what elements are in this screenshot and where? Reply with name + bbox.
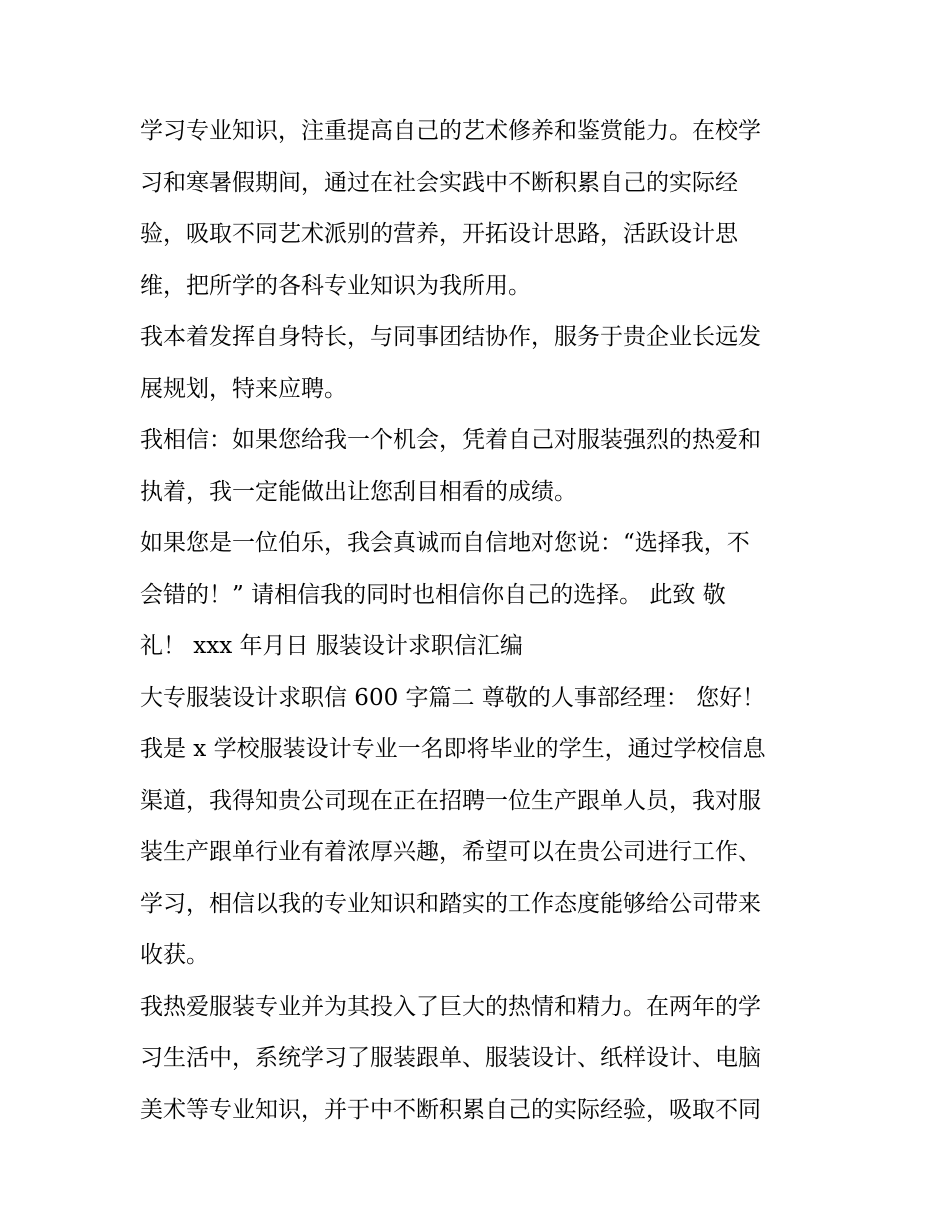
text-line: 学习，相信以我的专业知识和踏实的工作态度能够给公司带来 — [140, 890, 761, 917]
text-line: 渠道，我得知贵公司现在正在招聘一位生产跟单人员，我对服 — [140, 787, 761, 814]
text-line: 我是 x 学校服装设计专业一名即将毕业的学生，通过学校信息 — [140, 736, 766, 762]
text-line: 我热爱服装专业并为其投入了巨大的热情和精力。在两年的学 — [140, 993, 761, 1020]
text-line: 收获。 — [140, 942, 209, 968]
text-line: 执着，我一定能做出让您刮目相看的成绩。 — [140, 478, 577, 505]
text-line: 维，把所学的各科专业知识为我所用。 — [140, 272, 531, 299]
text-line: 我相信：如果您给我一个机会，凭着自己对服装强烈的热爱和 — [140, 427, 761, 453]
text-line: 礼！ xxx 年月日 服装设计求职信汇编 — [140, 633, 523, 659]
text-line: 我本着发挥自身特长，与同事团结协作，服务于贵企业长远发 — [140, 324, 761, 350]
text-line: 会错的！” 请相信我的同时也相信你自己的选择。 此致 敬 — [140, 581, 726, 608]
text-line: 习和寒暑假期间，通过在社会实践中不断积累自己的实际经 — [140, 169, 738, 196]
text-line: 大专服装设计求职信 600 字篇二 尊敬的人事部经理： 您好！ — [140, 684, 766, 711]
body-text — [140, 106, 820, 1136]
text-line: 学习专业知识，注重提高自己的艺术修养和鉴赏能力。在校学 — [140, 118, 761, 144]
text-line: 美术等专业知识，并于中不断积累自己的实际经验，吸取不同 — [140, 1096, 761, 1123]
text-line: 验，吸取不同艺术派别的营养，开拓设计思路，活跃设计思 — [140, 221, 738, 247]
text-line: 展规划，特来应聘。 — [140, 375, 347, 402]
text-line: 习生活中，系统学习了服装跟单、服装设计、纸样设计、电脑 — [140, 1045, 761, 1071]
text-line: 如果您是一位伯乐，我会真诚而自信地对您说：“选择我，不 — [140, 530, 750, 556]
text-line: 装生产跟单行业有着浓厚兴趣，希望可以在贵公司进行工作、 — [140, 839, 761, 865]
